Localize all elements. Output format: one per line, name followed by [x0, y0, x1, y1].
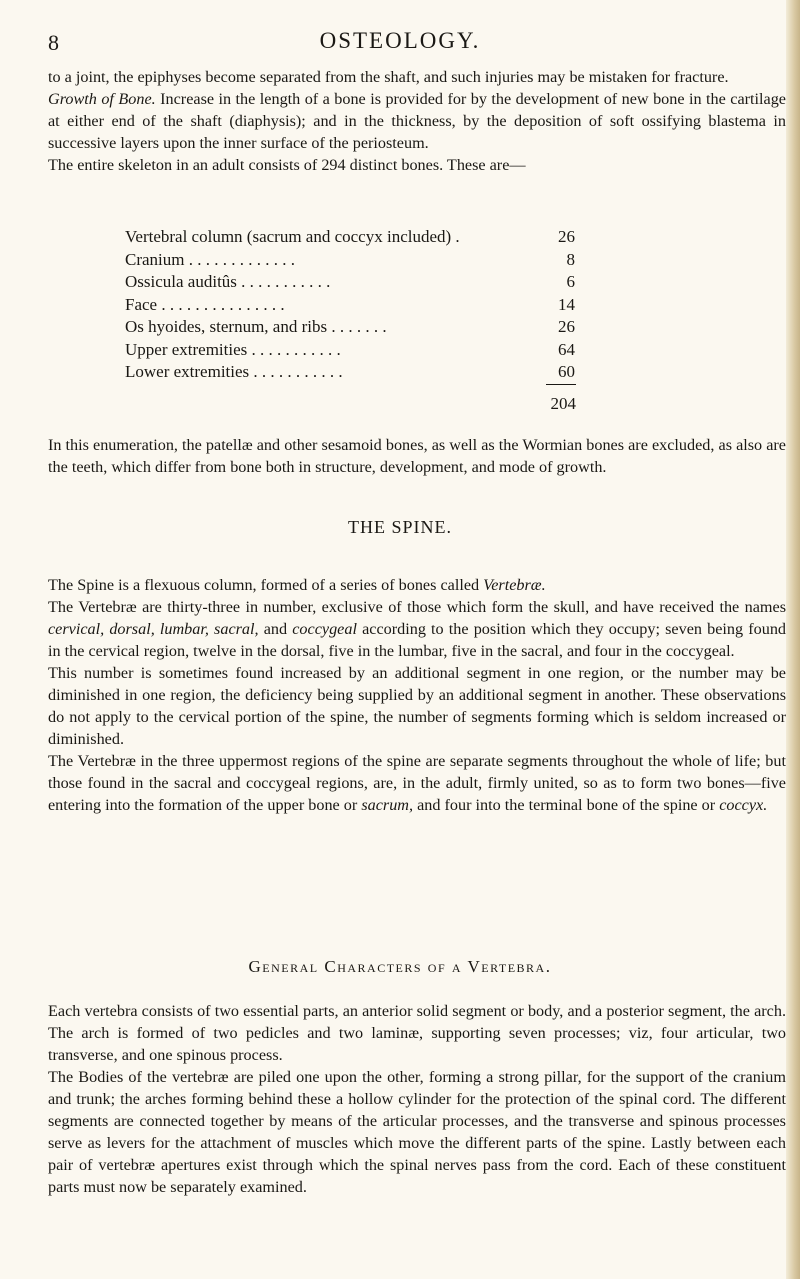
bone-row [125, 271, 575, 294]
bone-label: Vertebral column (sacrum and coccyx included) . [125, 227, 460, 246]
bone-count: 64 [558, 339, 575, 359]
bone-count-table [125, 226, 575, 384]
bone-row [125, 249, 575, 272]
growth-paragraph [48, 88, 786, 154]
spine-paragraph-3: This number is sometimes found increased by an additional segment in one region, or the number may be diminished in one region, the deficiency being supplied by an additional segment in another. These observations do not apply to the cervical portion of the spine, the number of segments forming which is seldom increased or diminished. [48, 664, 786, 748]
bone-count: 14 [558, 294, 575, 314]
spine-p2-text-b: and [258, 620, 293, 638]
intro-section [48, 66, 786, 176]
bone-count: 6 [566, 272, 575, 291]
general-paragraph-2: The Bodies of the vertebræ are piled one upon the other, forming a strong pillar, for the support of the cranium and trunk; the arches forming behind these a hollow cylinder for the protection of the spinal cord. The different segments are connected together by means of the articular processes, and the transverse and spinous processes serve as levers for the attachment of muscles which move the different parts of the spine. Lastly between each pair of vertebræ apertures exist through which the spinal nerves pass from the cord. Each of these constituent parts must now be separately examined. [48, 1068, 786, 1196]
bone-label: Ossicula auditûs . . . . . . . . . . . [125, 272, 331, 291]
bone-count: 26 [558, 317, 575, 336]
bone-row [125, 316, 575, 339]
bone-count: 60 [558, 362, 575, 381]
bone-row [125, 294, 575, 317]
spine-paragraph-1 [48, 574, 786, 596]
spine-p2-text-c: according to the position which they occupy; seven being found in the cervical region, twelve in the dorsal, five in the lumbar, five in the sacral, and four in the coccygeal. [48, 620, 787, 660]
general-characters-section [48, 1000, 786, 1198]
bone-count: 8 [566, 249, 575, 269]
bone-label: Upper extremities . . . . . . . . . . . [125, 339, 341, 359]
spine-p4-term-sacrum: sacrum, [361, 796, 414, 814]
bone-label: Lower extremities . . . . . . . . . . . [125, 362, 343, 381]
spine-paragraph-4 [48, 750, 786, 816]
spine-p2-text-a: The Vertebræ are thirty-three in number, exclusive of those which form the skull, and have received the names [48, 598, 786, 616]
enumeration-paragraph: In this enumeration, the patellæ and other sesamoid bones, as well as the Wormian bones are excluded, as also are the teeth, which differ from bone both in structure, development, and mode of growth. [48, 436, 786, 476]
bone-label: Cranium . . . . . . . . . . . . . [125, 249, 295, 269]
skeleton-paragraph: The entire skeleton in an adult consists of 294 distinct bones. These are— [48, 156, 526, 174]
bone-row [125, 361, 575, 384]
running-head: OSTEOLOGY. [319, 28, 481, 53]
spine-heading: THE SPINE. [348, 517, 452, 537]
spine-p4-text-a: The Vertebræ in the three uppermost regions of the spine are separate segments throughout the whole of life; but those found in the sacral and coccygeal regions, are, in the adult, firmly united, so as to form two bones—five entering into the formation of the upper bone or [48, 752, 786, 814]
general-characters-heading: General Characters of a Vertebra. [248, 957, 552, 976]
spine-p2-terms: cervical, dorsal, lumbar, sacral, [48, 620, 259, 638]
total-rule [546, 384, 576, 385]
bone-count: 26 [558, 227, 575, 246]
bone-row [125, 226, 575, 249]
bone-total: 204 [550, 394, 576, 413]
growth-title: Growth of Bone. [48, 90, 156, 108]
spine-p1-text: The Spine is a flexuous column, formed of a series of bones called [48, 576, 484, 594]
spine-p1-term: Vertebræ. [483, 576, 546, 594]
spine-p4-text-b: and four into the terminal bone of the spine or [413, 796, 720, 814]
growth-text: Increase in the length of a bone is provided for by the development of new bone in the cartilage at either end of the shaft (diaphysis); and in the thickness, by the deposition of soft ossifying blastema in successive layers upon the inner surface of the periosteum. [48, 90, 786, 152]
spine-section [48, 574, 786, 816]
spine-paragraph-2 [48, 596, 786, 662]
intro-paragraph: to a joint, the epiphyses become separated from the shaft, and such injuries may be mistaken for fracture. [48, 68, 729, 86]
page-number: 8 [48, 30, 60, 55]
enumeration-section [48, 434, 786, 478]
bone-row [125, 339, 575, 362]
page-edge [786, 0, 800, 1279]
bone-label: Face . . . . . . . . . . . . . . . [125, 294, 285, 314]
spine-p4-term-coccyx: coccyx. [719, 796, 768, 814]
general-paragraph-1: Each vertebra consists of two essential parts, an anterior solid segment or body, and a posterior segment, the arch. The arch is formed of two pedicles and two laminæ, supporting seven processes; viz, four articular, two transverse, and one spinous process. [48, 1002, 786, 1064]
spine-p2-term-coccygeal: coccygeal [292, 620, 357, 638]
bone-label: Os hyoides, sternum, and ribs . . . . . . . [125, 317, 387, 336]
